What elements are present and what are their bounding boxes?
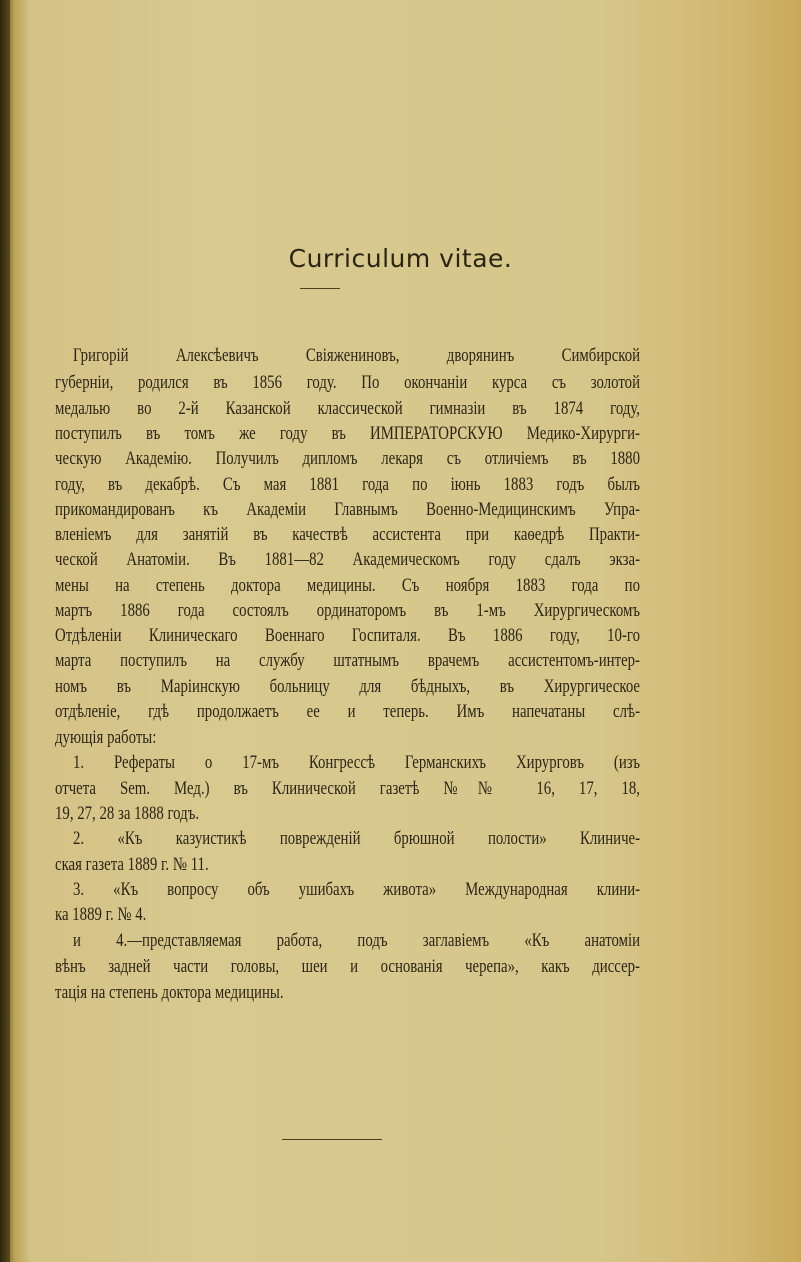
text-line: ческой Анатоміи. Въ 1881—82 Академическомъ году сдалъ экза- <box>55 549 640 570</box>
text-line: 19, 27, 28 за 1888 годъ. <box>55 803 200 824</box>
text-line: тація на степень доктора медицины. <box>55 982 284 1003</box>
text-line: губерніи, родился въ 1856 году. По окончаніи курса съ золотой <box>55 372 640 393</box>
text-line: прикомандированъ къ Академіи Главнымъ Военно-Медицинскимъ Упра- <box>55 499 640 520</box>
text-line: Григорій Алексѣевичъ Свіяжениновъ, дворянинъ Симбирской <box>73 345 641 366</box>
text-line: номъ въ Маріинскую больницу для бѣдныхъ, въ Хирургическое <box>55 676 640 697</box>
list-item-4: и 4.—представляемая работа, подъ заглавіемъ «Къ анатоміи <box>73 930 641 951</box>
text-line: поступилъ въ томъ же году въ ИМПЕРАТОРСКУЮ Медико-Хирурги- <box>55 423 640 444</box>
text-line: мартъ 1886 года состоялъ ординаторомъ въ 1-мъ Хирургическомъ <box>55 600 640 621</box>
book-binding-edge <box>0 0 10 1262</box>
title-divider <box>300 288 340 289</box>
text-line: ская газета 1889 г. № 11. <box>55 854 209 875</box>
text-line: дующія работы: <box>55 727 157 748</box>
end-divider <box>282 1139 382 1140</box>
page-title: Curriculum vitae. <box>288 244 513 273</box>
text-line: ческую Академію. Получилъ дипломъ лекаря съ отличіемъ въ 1880 <box>55 448 640 469</box>
text-line: ка 1889 г. № 4. <box>55 904 147 925</box>
text-line: вленіемъ для занятій въ качествѣ ассистента при каѳедрѣ Практи- <box>55 524 640 545</box>
list-item-1: 1. Рефераты о 17-мъ Конгрессѣ Германскихъ Хирурговъ (изъ <box>73 752 641 773</box>
list-item-2: 2. «Къ казуистикѣ поврежденій брюшной полости» Клиниче- <box>73 828 641 849</box>
text-line: мены на степень доктора медицины. Съ ноября 1883 года по <box>55 575 640 596</box>
list-item-3: 3. «Къ вопросу объ ушибахъ живота» Международная клини- <box>73 879 641 900</box>
text-line: отчета Sem. Мед.) въ Клинической газетѣ №№ 16, 17, 18, <box>55 778 640 799</box>
text-line: отдѣленіе, гдѣ продолжаетъ ее и теперь. Имъ напечатаны слѣ- <box>55 701 640 722</box>
text-line: году, въ декабрѣ. Съ мая 1881 года по іюнь 1883 годъ былъ <box>55 474 640 495</box>
text-line: вѣнъ задней части головы, шеи и основанія черепа», какъ диссер- <box>55 956 640 977</box>
text-line: медалью во 2-й Казанской классической гимназіи въ 1874 году, <box>55 398 640 419</box>
text-line: Отдѣленіи Клиническаго Военнаго Госпиталя. Въ 1886 году, 10-го <box>55 625 640 646</box>
text-line: марта поступилъ на службу штатнымъ врачемъ ассистентомъ-интер- <box>55 650 640 671</box>
